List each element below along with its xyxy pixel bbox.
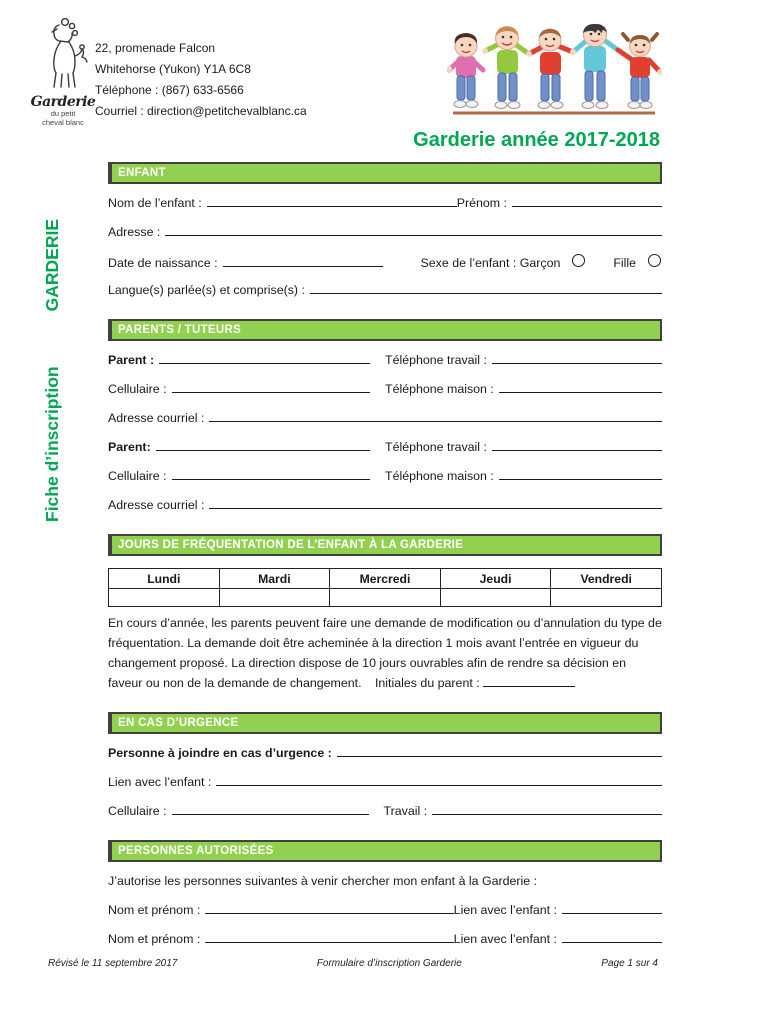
urgence-cellulaire-label: Cellulaire : [108,804,167,818]
fille-radio[interactable] [648,254,661,267]
date-naissance-label: Date de naissance : [108,256,218,270]
parent1-tel-travail-label: Téléphone travail : [385,353,487,367]
parent2-courriel-blank-line[interactable] [209,505,662,509]
section-header-jours: JOURS DE FRÉQUENTATION DE L’ENFANT À LA GARDERIE [108,534,662,556]
parent2-courriel-label: Adresse courriel : [108,498,205,512]
row-parent1-cellulaire [108,382,662,399]
logo-title: Garderie [30,94,96,110]
form-content [108,162,662,968]
nom-enfant-blank-line[interactable] [207,203,457,207]
row-autorisees-intro [108,874,662,891]
autorisee2-nom-blank-line[interactable] [205,939,453,943]
footer-revision-date: Révisé le 11 septembre 2017 [48,958,178,969]
logo-subtitle-line2: cheval blanc [42,118,84,127]
day-lundi-cell[interactable] [109,589,220,607]
row-langues [108,283,662,300]
children-illustration [447,24,662,120]
footer-document-title: Formulaire d’inscription Garderie [316,958,462,969]
day-mardi-cell[interactable] [219,589,330,607]
horse-icon [35,16,91,90]
autorisee2-lien-blank-line[interactable] [562,939,662,943]
days-header-row [109,569,662,589]
section-header-parents: PARENTS / TUTEURS [108,319,662,341]
parent1-tel-travail-blank-line[interactable] [492,360,662,364]
section-parents [108,319,662,515]
parent1-label: Parent : [108,353,155,367]
section-jours [108,534,662,693]
row-adresse [108,225,662,242]
garcon-radio[interactable] [572,254,585,267]
section-header-autorisees: PERSONNES AUTORISÉES [108,840,662,862]
row-urgence-lien [108,775,662,792]
row-parent1-courriel [108,411,662,428]
contact-address-line1: 22, promenade Falcon [95,41,216,55]
day-jeudi-cell[interactable] [440,589,551,607]
autorisees-intro-text: J’autorise les personnes suivantes à venir chercher mon enfant à la Garderie : [108,874,538,888]
footer-page-number: Page 1 sur 4 [601,958,658,969]
parent1-blank-line[interactable] [159,360,370,364]
parent1-tel-maison-blank-line[interactable] [499,389,662,393]
row-parent1 [108,353,662,370]
contact-block [95,38,307,122]
prenom-label: Prénom : [456,196,507,210]
row-parent2-courriel [108,498,662,515]
urgence-cellulaire-blank-line[interactable] [172,811,369,815]
parent2-tel-maison-label: Téléphone maison : [385,469,494,483]
prenom-blank-line[interactable] [512,203,662,207]
parent1-courriel-label: Adresse courriel : [108,411,205,425]
urgence-travail-blank-line[interactable] [432,811,662,815]
autorisee1-nom-label: Nom et prénom : [108,903,201,917]
autorisee2-nom-label: Nom et prénom : [108,932,201,946]
urgence-lien-label: Lien avec l’enfant : [108,775,212,789]
day-mercredi: Mercredi [330,569,441,589]
days-table [108,568,662,607]
day-mardi: Mardi [219,569,330,589]
row-nom-prenom [108,196,662,213]
urgence-personne-label: Personne à joindre en cas d’urgence : [108,746,332,760]
parent2-tel-maison-blank-line[interactable] [499,476,662,480]
parent2-cellulaire-blank-line[interactable] [172,476,370,480]
sexe-garcon-label: Sexe de l’enfant : Garçon [420,256,561,270]
modification-note [108,613,662,693]
day-mercredi-cell[interactable] [330,589,441,607]
fille-label: Fille [613,256,637,270]
parent2-blank-line[interactable] [156,447,370,451]
section-autorisees [108,840,662,949]
page-footer [48,958,658,969]
urgence-personne-blank-line[interactable] [337,753,662,757]
sidebar-garderie-label: GARDERIE [42,219,62,312]
initiales-parent-label: Initiales du parent : [374,676,480,690]
row-autorisee-2 [108,932,662,949]
adresse-label: Adresse : [108,225,161,239]
nom-enfant-label: Nom de l’enfant : [108,196,202,210]
day-jeudi: Jeudi [440,569,551,589]
autorisee1-lien-label: Lien avec l’enfant : [453,903,557,917]
section-header-urgence: EN CAS D’URGENCE [108,712,662,734]
urgence-lien-blank-line[interactable] [216,782,662,786]
initiales-blank-line[interactable] [483,683,575,687]
parent1-courriel-blank-line[interactable] [209,418,662,422]
date-naissance-blank-line[interactable] [223,263,383,267]
contact-phone: Téléphone : (867) 633-6566 [95,83,244,97]
parent2-tel-travail-label: Téléphone travail : [385,440,487,454]
sidebar-vertical-text [42,219,63,522]
urgence-travail-label: Travail : [383,804,428,818]
row-urgence-tel [108,804,662,821]
parent2-cellulaire-label: Cellulaire : [108,469,167,483]
section-header-enfant: ENFANT [108,162,662,184]
row-urgence-personne [108,746,662,763]
autorisee1-nom-blank-line[interactable] [205,910,453,914]
sidebar-fiche-label: Fiche d’inscription [42,366,62,522]
parent1-cellulaire-blank-line[interactable] [172,389,370,393]
days-input-row [109,589,662,607]
logo [28,16,98,127]
section-urgence [108,712,662,821]
contact-email: Courriel : direction@petitchevalblanc.ca [95,104,307,118]
langues-label: Langue(s) parlée(s) et comprise(s) : [108,283,305,297]
row-parent2 [108,440,662,457]
adresse-blank-line[interactable] [165,232,662,236]
parent1-cellulaire-label: Cellulaire : [108,382,167,396]
row-naissance-sexe [108,254,662,271]
section-enfant [108,162,662,300]
row-parent2-cellulaire [108,469,662,486]
logo-subtitle-line1: du petit [50,109,76,118]
autorisee2-lien-label: Lien avec l’enfant : [453,932,557,946]
parent2-tel-travail-blank-line[interactable] [492,447,662,451]
row-autorisee-1 [108,903,662,920]
day-lundi: Lundi [109,569,220,589]
contact-address-line2: Whitehorse (Yukon) Y1A 6C8 [95,62,251,76]
langues-blank-line[interactable] [310,290,662,294]
parent2-label: Parent: [108,440,151,454]
autorisee1-lien-blank-line[interactable] [562,910,662,914]
note-text: En cours d’année, les parents peuvent faire une demande de modification ou d’annulation du type de fréquentation. La demande doit être acheminée à la direction 1 mois avant l’entrée en vigueur du changement proposé. La direction dispose de 10 jours ouvrables afin de rendre sa décision en faveur ou non de la demande de changement. [108,616,662,690]
day-vendredi-cell[interactable] [551,589,662,607]
day-vendredi: Vendredi [551,569,662,589]
parent1-tel-maison-label: Téléphone maison : [385,382,494,396]
page-title: Garderie année 2017-2018 [413,129,660,151]
